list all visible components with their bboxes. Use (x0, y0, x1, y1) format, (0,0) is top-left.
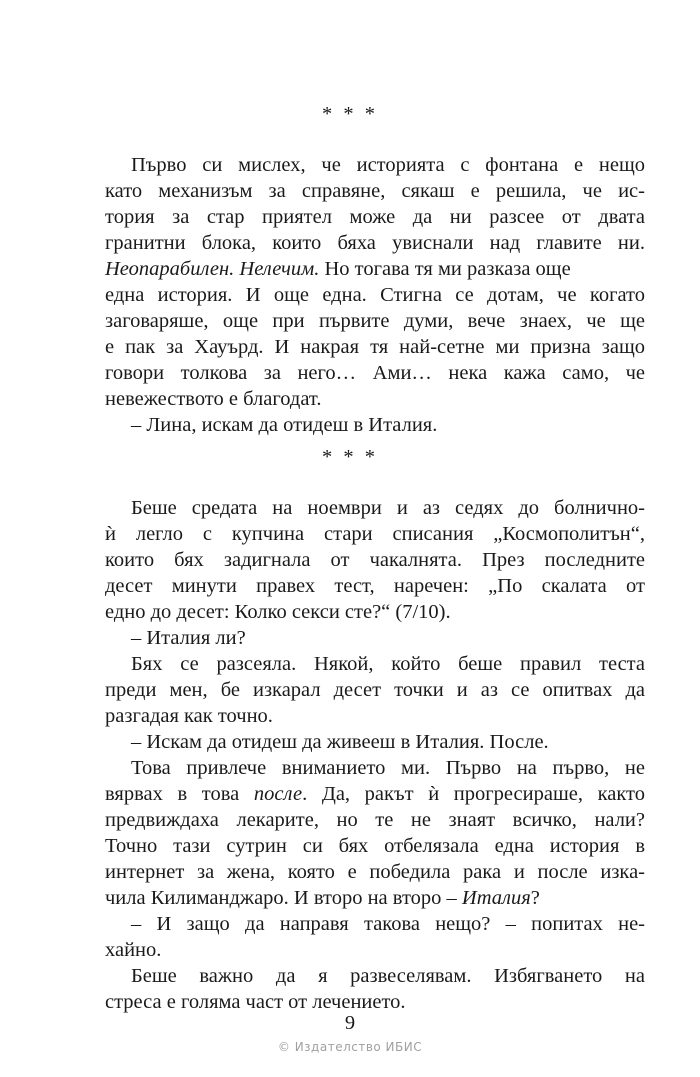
text-line: интернет за жена, която е победила рака и после изка- (105, 861, 645, 883)
text-line: една история. И още една. Стигна се дотам, че когато (105, 284, 645, 306)
text-line: разгадая как точно. (105, 705, 273, 727)
section-separator: * * * (322, 446, 378, 468)
text-line: е пак за Хауърд. И накрая тя най-сетне ми призна защо (105, 336, 645, 358)
text-line: десет минути правех тест, наречен: „По скалата от (105, 575, 645, 597)
text-line (105, 781, 645, 807)
dialogue-line: – Лина, искам да отидеш в Италия. (131, 414, 438, 436)
text-line: предвиждаха лекарите, но те не знаят всичко, нали? (105, 809, 645, 831)
text-span: чила Килиманджаро. И второ на второ – (105, 887, 462, 909)
text-line: заговаряше, още при първите думи, вече знаех, че ще (105, 310, 645, 332)
text-line: Това привлече вниманието ми. Първо на първо, не (131, 757, 645, 779)
text-line: гранитни блока, които бяха увиснали над главите ни. (105, 232, 645, 254)
italic-word: Италия (461, 887, 531, 909)
text-line: Бях се разсеяла. Някой, който беше правил теста (131, 653, 645, 675)
text-line: говори толкова за него… Ами… нека кажа само, че (105, 362, 645, 384)
text-line: Първо си мислех, че историята с фонтана е нещо (131, 154, 645, 176)
dialogue-line: – Италия ли? (131, 627, 246, 649)
text-line: Беше важно да я развеселявам. Избягването на (131, 965, 645, 987)
dialogue-line: хайно. (105, 939, 162, 961)
dialogue-line: – И защо да направя такова нещо? – попитах не- (131, 913, 645, 935)
text-line: едно до десет: Колко секси сте?“ (7/10). (105, 601, 451, 623)
publisher-footer: © Издателство ИБИС (277, 1040, 423, 1054)
text-span: . Да, ракът ѝ прогресираше, както (302, 783, 645, 805)
text-span: Но тогава тя ми разказа още (319, 258, 571, 280)
dialogue-line: – Искам да отидеш да живееш в Италия. После. (131, 731, 549, 753)
text-line: стреса е голяма част от лечението. (105, 991, 406, 1013)
text-line (105, 256, 571, 282)
italic-phrase: Неопарабилен. Нелечим. (105, 258, 320, 280)
text-span: ? (530, 887, 540, 909)
text-line (105, 885, 540, 911)
text-line: които бях задигнала от чакалнята. През последните (105, 549, 645, 571)
page-number: 9 (344, 1012, 356, 1034)
text-line: като механизъм за справяне, сякаш е решила, че ис- (105, 180, 645, 202)
text-line: Точно тази сутрин си бях отбелязала една история в (105, 835, 645, 857)
text-line: Беше средата на ноември и аз седях до болнично- (131, 497, 645, 519)
text-line: преди мен, бе изкарал десет точки и аз се опитвах да (105, 679, 645, 701)
text-line: невежеството е благодат. (105, 388, 322, 410)
italic-word: после (253, 783, 303, 805)
text-line: ѝ легло с купчина стари списания „Космополитън“, (105, 523, 645, 545)
text-line: тория за стар приятел може да ни разсее от двата (105, 206, 645, 228)
text-span: вярвах в това (105, 783, 254, 805)
section-separator: * * * (322, 103, 378, 125)
